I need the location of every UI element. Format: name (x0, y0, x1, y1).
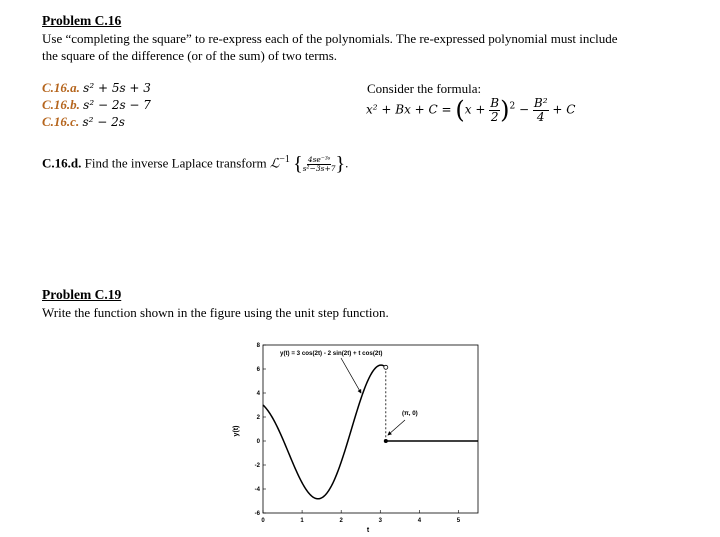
equation-arrow (341, 358, 361, 393)
formula-lhs: x² + Bx + C = (366, 102, 456, 117)
problem-c19-instruction: Write the function shown in the figure using the unit step function. (42, 305, 389, 320)
formula-square: 2 (509, 101, 516, 112)
formula-half-den: 2 (490, 109, 499, 124)
x-tick-label: 4 (417, 518, 422, 524)
formula-inner: x + (464, 102, 490, 117)
equation-annotation: y(t) = 3 cos(2t) - 2 sin(2t) + t cos(2t) (280, 350, 383, 357)
problem-c19-title: Problem C.19 (42, 287, 122, 302)
part-d-label: C.16.d. (42, 155, 82, 171)
item-expression: s² − 2s − 7 (83, 98, 151, 112)
formula-tail: + C (552, 102, 576, 117)
plot-frame (263, 345, 478, 513)
curve-line (263, 365, 386, 499)
item-c16a (42, 80, 151, 96)
closed-point-marker (384, 439, 388, 443)
completing-square-formula: x² + Bx + C = (x + $\frac{B}{2}$ )$^2$ − $\frac{\text{B²}}{4}$ + C (366, 95, 576, 124)
item-label: C.16.b. (42, 97, 80, 112)
problem-c16-instructions-line1: Use “completing the square” to re-express each of the polynomials. The re-expressed polynomial must include (42, 31, 618, 46)
problem-c16-title: Problem C.16 (42, 13, 122, 28)
x-tick-label: 3 (378, 518, 382, 524)
y-tick-label: 6 (256, 367, 260, 374)
y-tick-label: -4 (254, 487, 260, 494)
laplace-denominator: s²−3s+7 (302, 163, 336, 173)
formula-intro: Consider the formula: (367, 81, 482, 96)
y-tick-label: 0 (256, 439, 260, 446)
x-tick-label: 5 (456, 518, 461, 524)
y-tick-label: -6 (254, 511, 260, 518)
y-tick-label: 8 (256, 343, 260, 350)
laplace-numerator: 4se⁻³ˢ (307, 154, 331, 164)
laplace-operator: ℒ (269, 156, 280, 172)
y-tick-label: -2 (254, 463, 260, 470)
y-axis-label: y(t) (233, 425, 240, 437)
formula-quarter-num: B² (533, 95, 548, 110)
formula-minus: − (519, 102, 530, 117)
x-tick-label: 0 (261, 518, 265, 524)
laplace-operator-exp: −1 (279, 154, 290, 165)
problem-c16-instructions-line2: the square of the difference (or of the sum) of two terms. (42, 48, 338, 63)
x-axis-label: t (366, 527, 370, 534)
formula-half-num: B (490, 95, 500, 110)
item-label: C.16.c. (42, 114, 80, 129)
point-annotation: (π, 0) (402, 410, 418, 417)
open-endpoint-marker (384, 365, 388, 369)
step-function-figure (220, 338, 480, 534)
part-d-text: Find the inverse Laplace transform (84, 155, 270, 171)
formula-quarter-den: 4 (536, 109, 545, 124)
item-c16b (42, 97, 151, 113)
point-arrow (388, 420, 405, 435)
y-tick-label: 4 (256, 391, 260, 398)
part-d: C.16.d. Find the inverse Laplace transform ℒ$^{-1}$ { $\frac{\text{4se⁻³ˢ}}{\text{s²−3s+7}}$ }. (42, 152, 349, 175)
item-expression: s² + 5s + 3 (83, 81, 151, 95)
item-c16c (42, 114, 125, 130)
x-tick-label: 2 (339, 518, 343, 524)
item-expression: s² − 2s (82, 115, 125, 129)
y-tick-label: 2 (256, 415, 260, 422)
item-label: C.16.a. (42, 80, 80, 95)
x-tick-label: 1 (300, 518, 304, 524)
